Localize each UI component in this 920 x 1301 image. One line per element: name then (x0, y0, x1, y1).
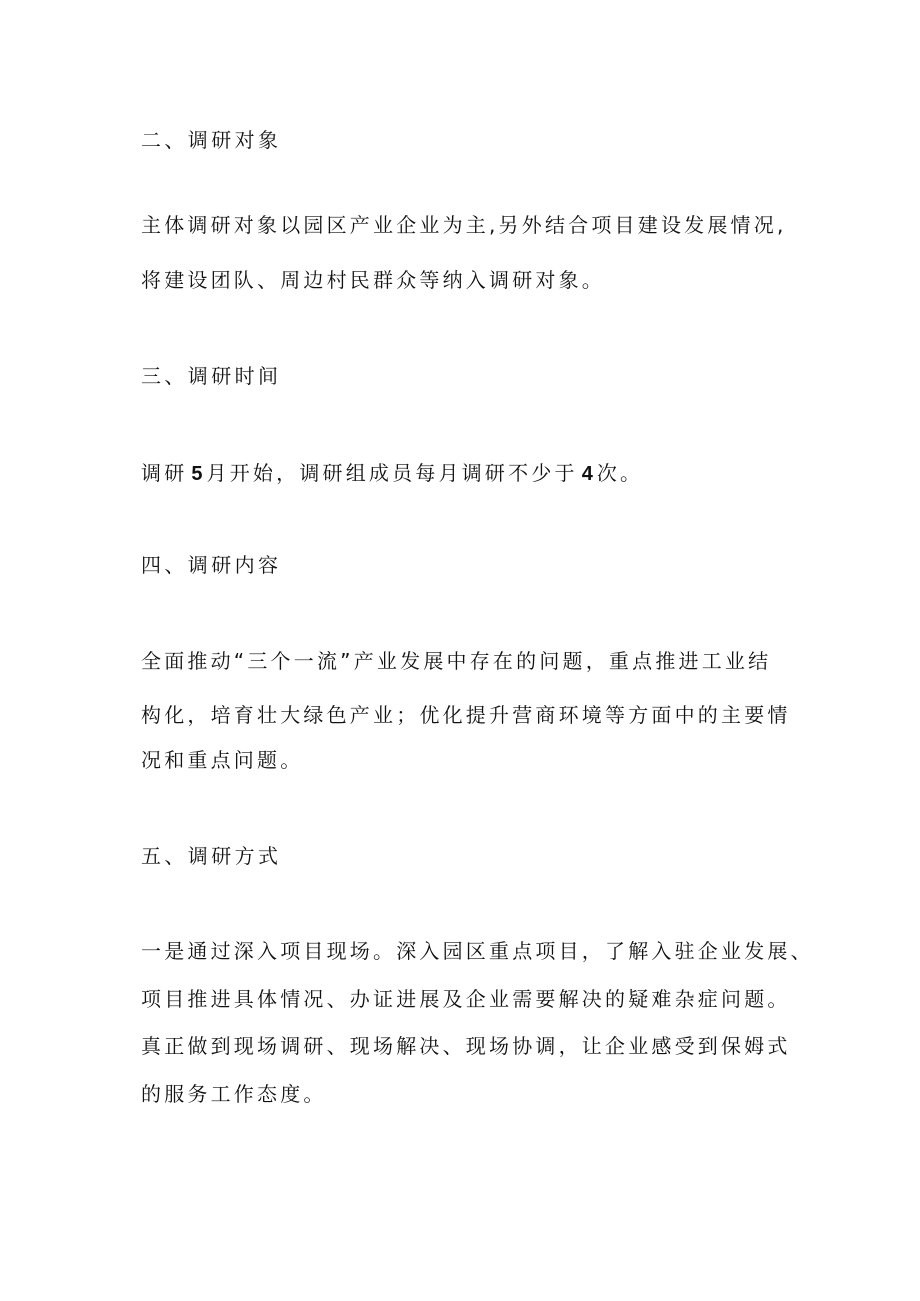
visit-count-number: 4 (581, 463, 593, 485)
paragraph-line-time (141, 455, 643, 492)
paragraph-line: 一是通过深入项目现场。深入园区重点项目，了解入驻企业发展、 (141, 939, 814, 963)
section-heading-research-content: 四、调研内容 (141, 553, 282, 577)
section-heading-research-time: 三、调研时间 (141, 364, 282, 388)
section-heading-research-objects: 二、调研对象 (141, 128, 282, 152)
time-text-1: 调研 (141, 461, 188, 485)
paragraph-line: 主体调研对象以园区产业企业为主,另外结合项目建设发展情况, (141, 213, 787, 237)
time-text-3: 次。 (596, 461, 644, 485)
paragraph-line: 项目推进具体情况、办证进展及企业需要解决的疑难杂症问题。 (141, 987, 791, 1011)
month-number: 5 (191, 463, 203, 485)
paragraph-line: 构化，培育壮大绿色产业；优化提升营商环境等方面中的主要情 (141, 703, 791, 727)
paragraph-line: 的服务工作态度。 (141, 1082, 327, 1106)
paragraph-line: 况和重点问题。 (141, 748, 304, 772)
section-heading-research-method: 五、调研方式 (141, 844, 282, 868)
paragraph-line: 将建设团队、周边村民群众等纳入调研对象。 (141, 268, 605, 292)
paragraph-line: 真正做到现场调研、现场解决、现场协调，让企业感受到保姆式 (141, 1034, 791, 1058)
paragraph-line: 全面推动“三个一流”产业发展中存在的问题，重点推进工业结 (141, 649, 772, 673)
time-text-2: 月开始，调研组成员每月调研不少于 (206, 461, 578, 485)
